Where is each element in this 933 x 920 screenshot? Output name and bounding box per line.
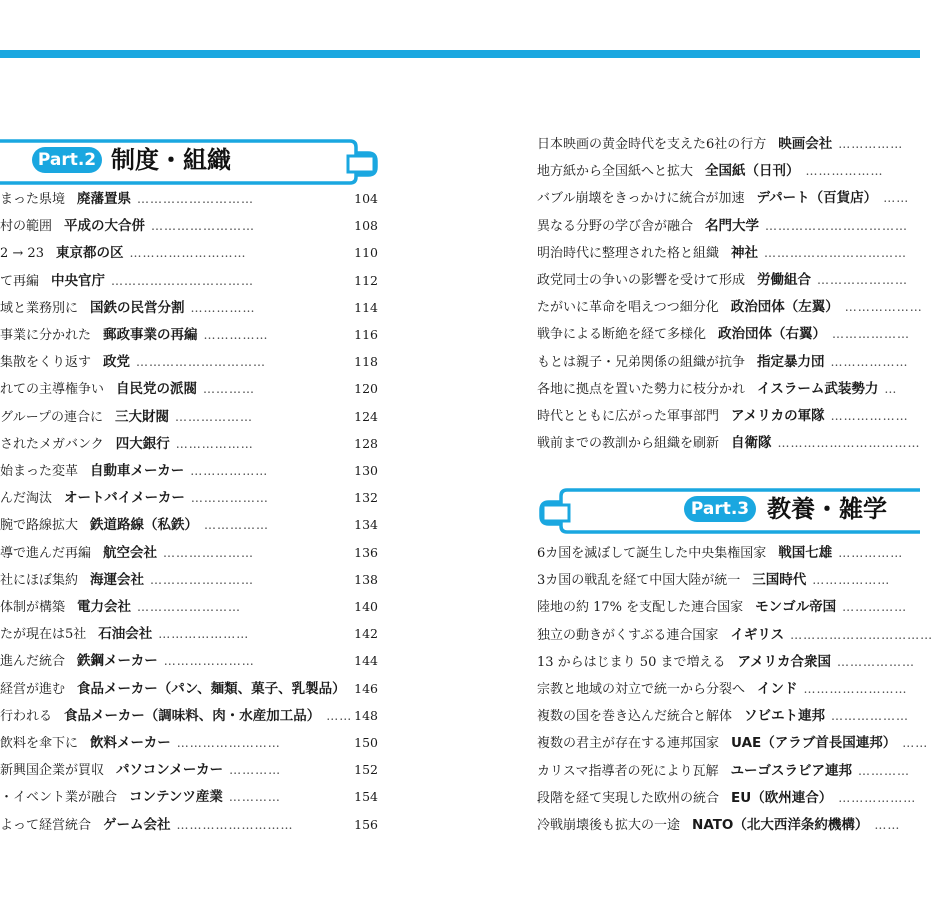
toc-entry-leader: ……………… [812, 573, 891, 588]
toc-entry-title: 食品メーカー（調味料、肉・水産加工品） [64, 707, 321, 724]
toc-entry [0, 731, 378, 755]
toc-entry-subtitle: 戦前までの教訓から組織を刷新 [537, 436, 720, 452]
toc-entry-subtitle: 宗教と地域の対立で統一から分裂へ [537, 682, 746, 697]
toc-entry-title: 三大財閥 [114, 408, 169, 425]
toc-entry-title: EU（欧州連合） [731, 789, 833, 806]
toc-entry-leader: ………… [228, 790, 281, 805]
toc-entry-page: 148 [354, 707, 378, 723]
toc-entry-leader: …………………………… [764, 245, 908, 260]
toc-entry-leader: ……………… [805, 164, 884, 179]
toc-entry-title: 国鉄の民営分割 [90, 299, 185, 316]
toc-entry-subtitle: 腕で路線拡大 [0, 518, 79, 534]
toc-entry-leader: …………… [838, 546, 904, 560]
toc-entry-leader: …… [326, 708, 353, 723]
toc-entry-title: コンテンツ産業 [129, 789, 223, 806]
toc-entry-title: 自民党の派閥 [116, 381, 198, 398]
toc-entry [537, 268, 920, 292]
toc-entry-subtitle: グループの連合に [0, 409, 103, 425]
toc-entry-title: UAE（アラブ首長国連邦） [731, 735, 897, 752]
toc-entry-subtitle: たがいに革命を唱えつつ細分化 [537, 300, 719, 316]
toc-entry-title: インド [757, 681, 798, 697]
toc-entry-title: 海運会社 [90, 571, 145, 588]
toc-entry-leader: ……………… [830, 354, 909, 369]
toc-entry-subtitle: 行われる [0, 708, 53, 724]
toc-entry-title: 全国紙（日刊） [705, 163, 800, 180]
toc-entry [537, 731, 929, 755]
toc-entry-title: 鉄道路線（私鉄） [90, 517, 199, 534]
toc-entry-title: 鉄鋼メーカー [77, 653, 158, 670]
toc-entry-title: 指定暴力団 [757, 353, 825, 370]
toc-entry [537, 322, 920, 346]
toc-entry-subtitle: 地方紙から全国紙へと拡大 [537, 164, 694, 180]
toc-entry [0, 785, 378, 809]
toc-entry-subtitle: んだ淘汰 [0, 491, 53, 507]
toc-entry-leader: ………… [229, 763, 282, 778]
toc-entry-subtitle: 3カ国の戦乱を経て中国大陸が統一 [537, 573, 741, 589]
toc-entry-page: 140 [354, 599, 378, 614]
toc-entry-title: ゲーム会社 [103, 816, 171, 833]
toc-entry-title: 四大銀行 [115, 435, 170, 452]
toc-entry-leader: ……………… [838, 790, 917, 805]
toc-entry-subtitle: ・イベント業が融合 [0, 790, 118, 806]
toc-entry-leader: ……………… [174, 409, 253, 424]
toc-entry-page: 152 [354, 762, 378, 778]
toc-entry [0, 214, 378, 238]
part2-badge: Part.2 [32, 147, 102, 173]
toc-entry-subtitle: 域と業務別に [0, 300, 79, 316]
toc-entry-subtitle: 複数の君主が存在する連邦国家 [537, 736, 720, 752]
toc-entry-subtitle: 時代とともに広がった軍事部門 [537, 409, 720, 424]
toc-entry-leader: …………………………… [765, 218, 909, 233]
toc-entry-leader: …………… [190, 300, 256, 315]
toc-entry-leader: ……………… [844, 300, 923, 315]
toc-entry-subtitle: 体制が構築 [0, 600, 66, 615]
part3-badge: Part.3 [684, 496, 756, 522]
toc-entry [0, 758, 378, 782]
toc-entry [537, 704, 920, 728]
part3-header [537, 486, 920, 530]
toc-entry-leader: …………………… [151, 219, 256, 234]
toc-entry-title: ユーゴスラビア連邦 [730, 762, 852, 779]
top-accent-bar [0, 50, 920, 58]
toc-entry-title: 航空会社 [103, 544, 158, 561]
toc-entry-title: 廃藩置県 [77, 191, 132, 207]
toc-entry-leader: ………… [857, 763, 910, 778]
part2-title: 制度・組織 [111, 146, 231, 174]
toc-entry-page: 104 [354, 191, 378, 206]
toc-entry-subtitle: 独立の動きがくすぶる連合国家 [537, 627, 719, 643]
toc-entry-leader: …………………… [150, 572, 255, 587]
toc-entry [537, 650, 920, 674]
toc-entry-leader: … [884, 381, 898, 396]
toc-entry-leader: ……………… [837, 654, 916, 669]
toc-entry-subtitle: まった県境 [0, 192, 66, 207]
toc-entry-title: 神社 [731, 244, 759, 261]
toc-entry-subtitle: 始まった変革 [0, 464, 79, 479]
toc-entry [537, 623, 933, 647]
toc-entry [537, 186, 920, 210]
toc-entry-title: モンゴル帝国 [755, 599, 837, 616]
toc-entry-page: 110 [354, 245, 378, 261]
toc-entry [0, 677, 378, 701]
toc-entry-subtitle: 明治時代に整理された格と組織 [537, 245, 720, 261]
toc-entry [0, 486, 378, 510]
toc-entry-leader: ………………………… [136, 355, 267, 370]
toc-entry-page: 144 [354, 653, 378, 669]
toc-entry-page: 108 [354, 218, 378, 234]
toc-entry-leader: ………………… [163, 654, 255, 669]
toc-entry [537, 132, 920, 156]
toc-entry-leader: …………… [842, 600, 908, 615]
toc-entry-subtitle: て再編 [0, 273, 40, 289]
toc-entry-leader: ……………… [830, 409, 909, 423]
toc-entry-title: 三国時代 [752, 572, 807, 589]
toc-entry-page: 130 [354, 463, 378, 478]
toc-entry [537, 541, 920, 565]
toc-entry-leader: ……………………… [137, 192, 255, 206]
toc-entry-title: 労働組合 [757, 272, 812, 288]
toc-entry [537, 786, 920, 810]
toc-entry-title: 平成の大合併 [64, 218, 146, 235]
toc-entry-title: 石油会社 [98, 626, 153, 643]
toc-entry-page: 156 [354, 816, 378, 832]
toc-entry [537, 677, 920, 701]
toc-entry-title: ソビエト連邦 [744, 708, 826, 725]
toc-entry-title: アメリカの軍隊 [731, 408, 825, 424]
toc-entry-subtitle: よって経営統合 [0, 817, 92, 833]
toc-entry-page: 116 [354, 327, 378, 342]
toc-entry-title: デパート（百貨店） [756, 190, 878, 207]
toc-entry [0, 432, 378, 456]
toc-entry-title: 東京都の区 [55, 245, 124, 262]
toc-entry [0, 649, 378, 673]
toc-entry-page: 120 [354, 381, 378, 397]
toc-entry-subtitle: 異なる分野の学び舎が融合 [537, 218, 694, 234]
toc-entry-leader: …… [883, 191, 910, 206]
toc-entry-subtitle: 日本映画の黄金時代を支えた6社の行方 [537, 137, 767, 152]
toc-entry-title: 映画会社 [778, 136, 833, 152]
toc-entry [0, 622, 378, 646]
toc-entry [0, 541, 378, 565]
part3-list [537, 541, 933, 841]
toc-entry-leader: …………………… [803, 682, 908, 696]
toc-entry-leader: ………… [203, 382, 256, 397]
toc-entry-page: 134 [354, 517, 378, 533]
part3-title: 教養・雑学 [767, 495, 887, 523]
toc-entry [537, 431, 920, 455]
toc-entry-subtitle: 事業に分かれた [0, 328, 92, 343]
toc-entry-subtitle: 村の範囲 [0, 219, 53, 235]
toc-entry [0, 187, 378, 211]
toc-entry-leader: …………………… [176, 736, 281, 750]
toc-entry [0, 405, 378, 429]
toc-entry-leader: ……………………… [176, 817, 294, 832]
toc-entry-leader: …………… [203, 328, 269, 342]
toc-entry [537, 759, 920, 783]
toc-entry-subtitle: 段階を経て実現した欧州の統合 [537, 790, 720, 806]
toc-entry-subtitle: 冷戦崩壊後も拡大の一途 [537, 818, 681, 833]
toc-entry-subtitle: バブル崩壊をきっかけに統合が加速 [537, 191, 745, 207]
toc-entry-page: 112 [354, 272, 378, 288]
toc-entry-page: 114 [354, 299, 378, 315]
toc-entry [537, 595, 920, 619]
toc-entry-subtitle: 社にほぼ集約 [0, 572, 79, 588]
toc-entry-page: 150 [354, 735, 378, 750]
toc-entry-title: 政党 [103, 354, 131, 371]
toc-entry-title: NATO（北大西洋条約機構） [692, 817, 869, 833]
toc-entry-leader: …………………… [137, 600, 242, 614]
toc-entry-title: アメリカ合衆国 [737, 653, 832, 670]
toc-entry-title: 食品メーカー（パン、麺類、菓子、乳製品） [77, 680, 346, 697]
toc-entry [0, 568, 378, 592]
toc-entry-title: イスラーム武装勢力 [757, 380, 879, 397]
part2-header [0, 137, 390, 181]
toc-entry-page: 142 [354, 626, 378, 642]
toc-entry-leader: …………… [204, 518, 270, 533]
toc-entry [537, 813, 920, 837]
toc-entry-title: 政治団体（右翼） [718, 326, 827, 343]
toc-entry-subtitle: 13 からはじまり 50 まで増える [537, 654, 726, 670]
toc-entry-subtitle: 複数の国を巻き込んだ統合と解体 [537, 709, 733, 725]
toc-entry-leader: …………………………… [777, 436, 921, 451]
right-top-list [537, 132, 923, 462]
toc-entry-title: 自衛隊 [731, 435, 772, 452]
toc-entry-subtitle: 導で進んだ再編 [0, 545, 92, 561]
toc-entry-leader: ……………… [190, 491, 269, 506]
toc-entry-subtitle: 進んだ統合 [0, 654, 66, 670]
toc-entry-page: 138 [354, 571, 378, 587]
toc-entry [537, 214, 920, 238]
toc-entry-title: 名門大学 [705, 217, 760, 234]
toc-entry-leader: …… [902, 736, 929, 751]
toc-entry-subtitle: 各地に拠点を置いた勢力に枝分かれ [537, 381, 746, 397]
toc-entry-subtitle: カリスマ指導者の死により瓦解 [537, 763, 719, 779]
toc-entry [537, 404, 920, 428]
toc-entry-title: オートバイメーカー [64, 490, 185, 507]
toc-entry-leader: …………… [838, 137, 904, 151]
toc-entry [0, 241, 378, 265]
toc-entry-leader: ……………… [175, 436, 254, 451]
toc-entry-page: 128 [354, 435, 378, 451]
toc-entry [0, 704, 378, 728]
toc-entry-leader: ………………… [158, 627, 250, 642]
toc-entry [537, 159, 920, 183]
toc-entry [537, 377, 920, 401]
toc-entry-leader: …… [874, 818, 901, 832]
toc-entry [537, 241, 920, 265]
toc-entry [0, 323, 378, 347]
toc-entry-subtitle: たが現在は5社 [0, 627, 87, 643]
toc-entry-page: 118 [354, 354, 378, 370]
toc-entry [537, 295, 923, 319]
toc-entry-subtitle: 政党同士の争いの影響を受けて形成 [537, 273, 746, 288]
toc-entry [0, 269, 378, 293]
toc-entry-title: 郵政事業の再編 [103, 327, 198, 343]
toc-entry [537, 350, 920, 374]
toc-entry-title: 電力会社 [77, 599, 132, 615]
toc-entry-subtitle: 集散をくり返す [0, 355, 92, 371]
toc-entry-page: 146 [354, 680, 378, 696]
toc-entry-page: 154 [354, 789, 378, 805]
toc-entry-page: 132 [354, 490, 378, 506]
toc-entry-leader: ……………… [831, 709, 910, 724]
toc-entry-title: 政治団体（左翼） [730, 299, 839, 316]
toc-entry-leader: ………………… [817, 273, 909, 287]
toc-entry [0, 513, 378, 537]
toc-entry-title: パソコンメーカー [116, 762, 224, 779]
toc-entry-subtitle: 飲料を傘下に [0, 736, 79, 751]
toc-entry-leader: ……………………… [129, 246, 247, 261]
toc-entry [0, 813, 378, 837]
toc-entry-subtitle: 陸地の約 17% を支配した連合国家 [537, 600, 744, 616]
toc-entry [0, 595, 378, 619]
toc-entry-page: 124 [354, 408, 378, 424]
toc-entry-leader: ……………… [832, 327, 911, 342]
toc-entry-leader: ………………… [163, 545, 255, 560]
toc-entry-subtitle: れての主導権争い [0, 382, 105, 398]
toc-entry-subtitle: 経営が進む [0, 681, 66, 697]
toc-entry [0, 459, 378, 483]
toc-entry-title: 飲料メーカー [90, 735, 171, 751]
toc-entry-title: イギリス [730, 626, 785, 643]
toc-entry-leader: …………………………… [111, 273, 255, 288]
toc-entry [0, 296, 378, 320]
toc-entry-leader: ……………… [190, 464, 269, 478]
part2-list [0, 187, 380, 837]
toc-entry-subtitle: されたメガバンク [0, 436, 104, 452]
toc-entry-leader: …………………………… [790, 627, 933, 642]
toc-entry-subtitle: もとは親子・兄弟関係の組織が抗争 [537, 354, 746, 370]
toc-entry-title: 中央官庁 [51, 272, 106, 289]
toc-entry-subtitle: 6カ国を滅ぼして誕生した中央集権国家 [537, 546, 767, 561]
toc-entry [537, 568, 920, 592]
toc-entry [0, 350, 378, 374]
toc-entry-title: 戦国七雄 [778, 545, 833, 561]
toc-entry-page: 136 [354, 544, 378, 560]
toc-entry-subtitle: 戦争による断絶を経て多様化 [537, 327, 707, 343]
toc-entry-title: 自動車メーカー [90, 463, 185, 479]
toc-entry-subtitle: 2 → 23 [0, 246, 44, 262]
toc-entry [0, 377, 378, 401]
toc-entry-subtitle: 新興国企業が買収 [0, 763, 105, 779]
